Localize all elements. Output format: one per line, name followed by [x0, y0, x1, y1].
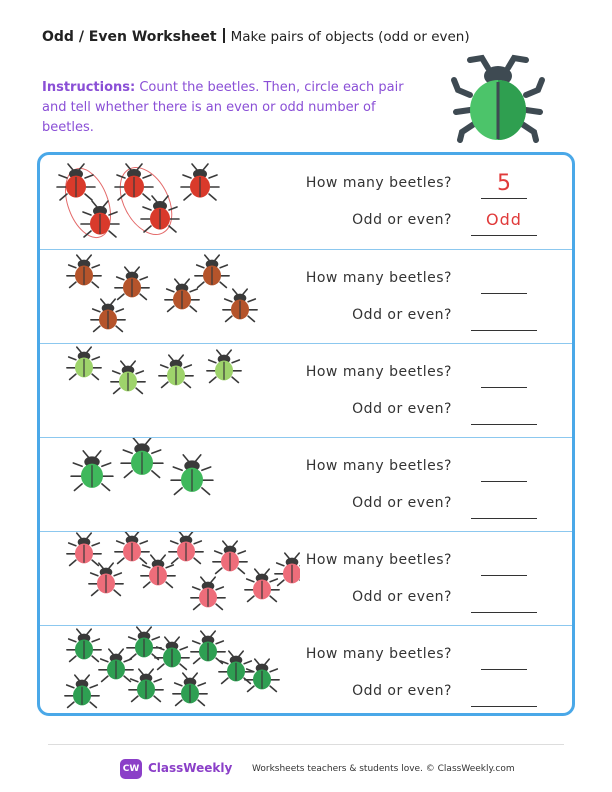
beetle-icon [115, 532, 149, 564]
beetle-icon [213, 541, 247, 573]
parity-answer-line [471, 612, 537, 613]
beetle-icon [181, 164, 219, 200]
count-question: How many beetles? [305, 646, 452, 662]
exercise-row [40, 531, 572, 626]
parity-answer[interactable]: Odd [486, 210, 522, 229]
count-question: How many beetles? [305, 270, 452, 286]
beetle-icon [223, 289, 257, 321]
parity-question: Odd or even? [352, 307, 452, 323]
worksheet-subtitle: Make pairs of objects (odd or even) [230, 29, 470, 45]
parity-question: Odd or even? [352, 683, 452, 699]
exercise-row [40, 155, 572, 249]
worksheet-panel [37, 152, 575, 716]
count-answer-line [481, 575, 527, 576]
beetle-icon [173, 673, 207, 705]
beetle-group [40, 626, 300, 716]
exercise-row [40, 343, 572, 438]
parity-answer-line [471, 235, 537, 236]
beetle-icon [99, 649, 133, 681]
beetle-group [40, 344, 300, 438]
beetle-icon [67, 533, 101, 565]
footer-tagline: Worksheets teachers & students love. © ClassWeekly.com [252, 764, 515, 774]
beetle-group [40, 438, 300, 532]
beetle-icon [71, 451, 113, 491]
header-divider [223, 28, 225, 43]
beetle-icon [155, 637, 189, 669]
count-question: How many beetles? [305, 175, 452, 191]
parity-answer-line [471, 518, 537, 519]
beetle-group [40, 155, 300, 249]
count-answer-line [481, 387, 527, 388]
count-answer-line [481, 198, 527, 199]
parity-answer-line [471, 424, 537, 425]
beetle-icon [57, 164, 95, 200]
beetle-icon [191, 631, 225, 663]
count-question: How many beetles? [305, 458, 452, 474]
count-answer-line [481, 669, 527, 670]
beetle-icon [219, 651, 253, 683]
beetle-icon [191, 577, 225, 609]
beetle-icon [111, 361, 145, 393]
worksheet-title: Odd / Even Worksheet [42, 29, 217, 45]
beetle-icon [275, 553, 300, 585]
parity-question: Odd or even? [352, 401, 452, 417]
exercise-row [40, 437, 572, 532]
beetle-icon [245, 569, 279, 601]
exercise-row [40, 249, 572, 344]
exercise-row [40, 625, 572, 716]
beetle-icon [67, 347, 101, 379]
footer-divider [48, 744, 564, 745]
beetle-icon [165, 279, 199, 311]
parity-answer-line [471, 706, 537, 707]
count-answer-line [481, 481, 527, 482]
count-question: How many beetles? [305, 364, 452, 380]
beetle-group [40, 250, 300, 344]
beetle-group [40, 532, 300, 626]
instructions [42, 78, 422, 138]
beetle-icon [129, 669, 163, 701]
beetle-icon [65, 675, 99, 707]
green-beetle-illustration [448, 50, 548, 145]
beetle-icon [115, 267, 149, 299]
beetle-icon [169, 532, 203, 564]
instructions-label: Instructions: [42, 80, 136, 95]
classweekly-logo: CW [120, 759, 142, 779]
beetle-icon [121, 438, 163, 478]
count-answer-line [481, 293, 527, 294]
beetle-icon [67, 629, 101, 661]
beetle-icon [245, 659, 279, 691]
beetle-icon [207, 350, 241, 382]
beetle-icon [81, 201, 119, 237]
brand-name: ClassWeekly [148, 761, 233, 775]
beetle-icon [195, 255, 229, 287]
beetle-icon [171, 455, 213, 495]
worksheet-header [42, 28, 470, 45]
count-question: How many beetles? [305, 552, 452, 568]
beetle-icon [89, 563, 123, 595]
instructions-text: Count the beetles. Then, circle each pair and tell whether there is an even or odd number of beetles. [42, 80, 404, 135]
parity-question: Odd or even? [352, 212, 452, 228]
beetle-icon [141, 555, 175, 587]
beetle-icon [159, 355, 193, 387]
beetle-icon [127, 627, 161, 659]
beetle-icon [67, 255, 101, 287]
parity-question: Odd or even? [352, 495, 452, 511]
count-answer[interactable]: 5 [497, 171, 511, 196]
parity-answer-line [471, 330, 537, 331]
beetle-icon [141, 196, 179, 232]
parity-question: Odd or even? [352, 589, 452, 605]
beetle-icon [91, 299, 125, 331]
